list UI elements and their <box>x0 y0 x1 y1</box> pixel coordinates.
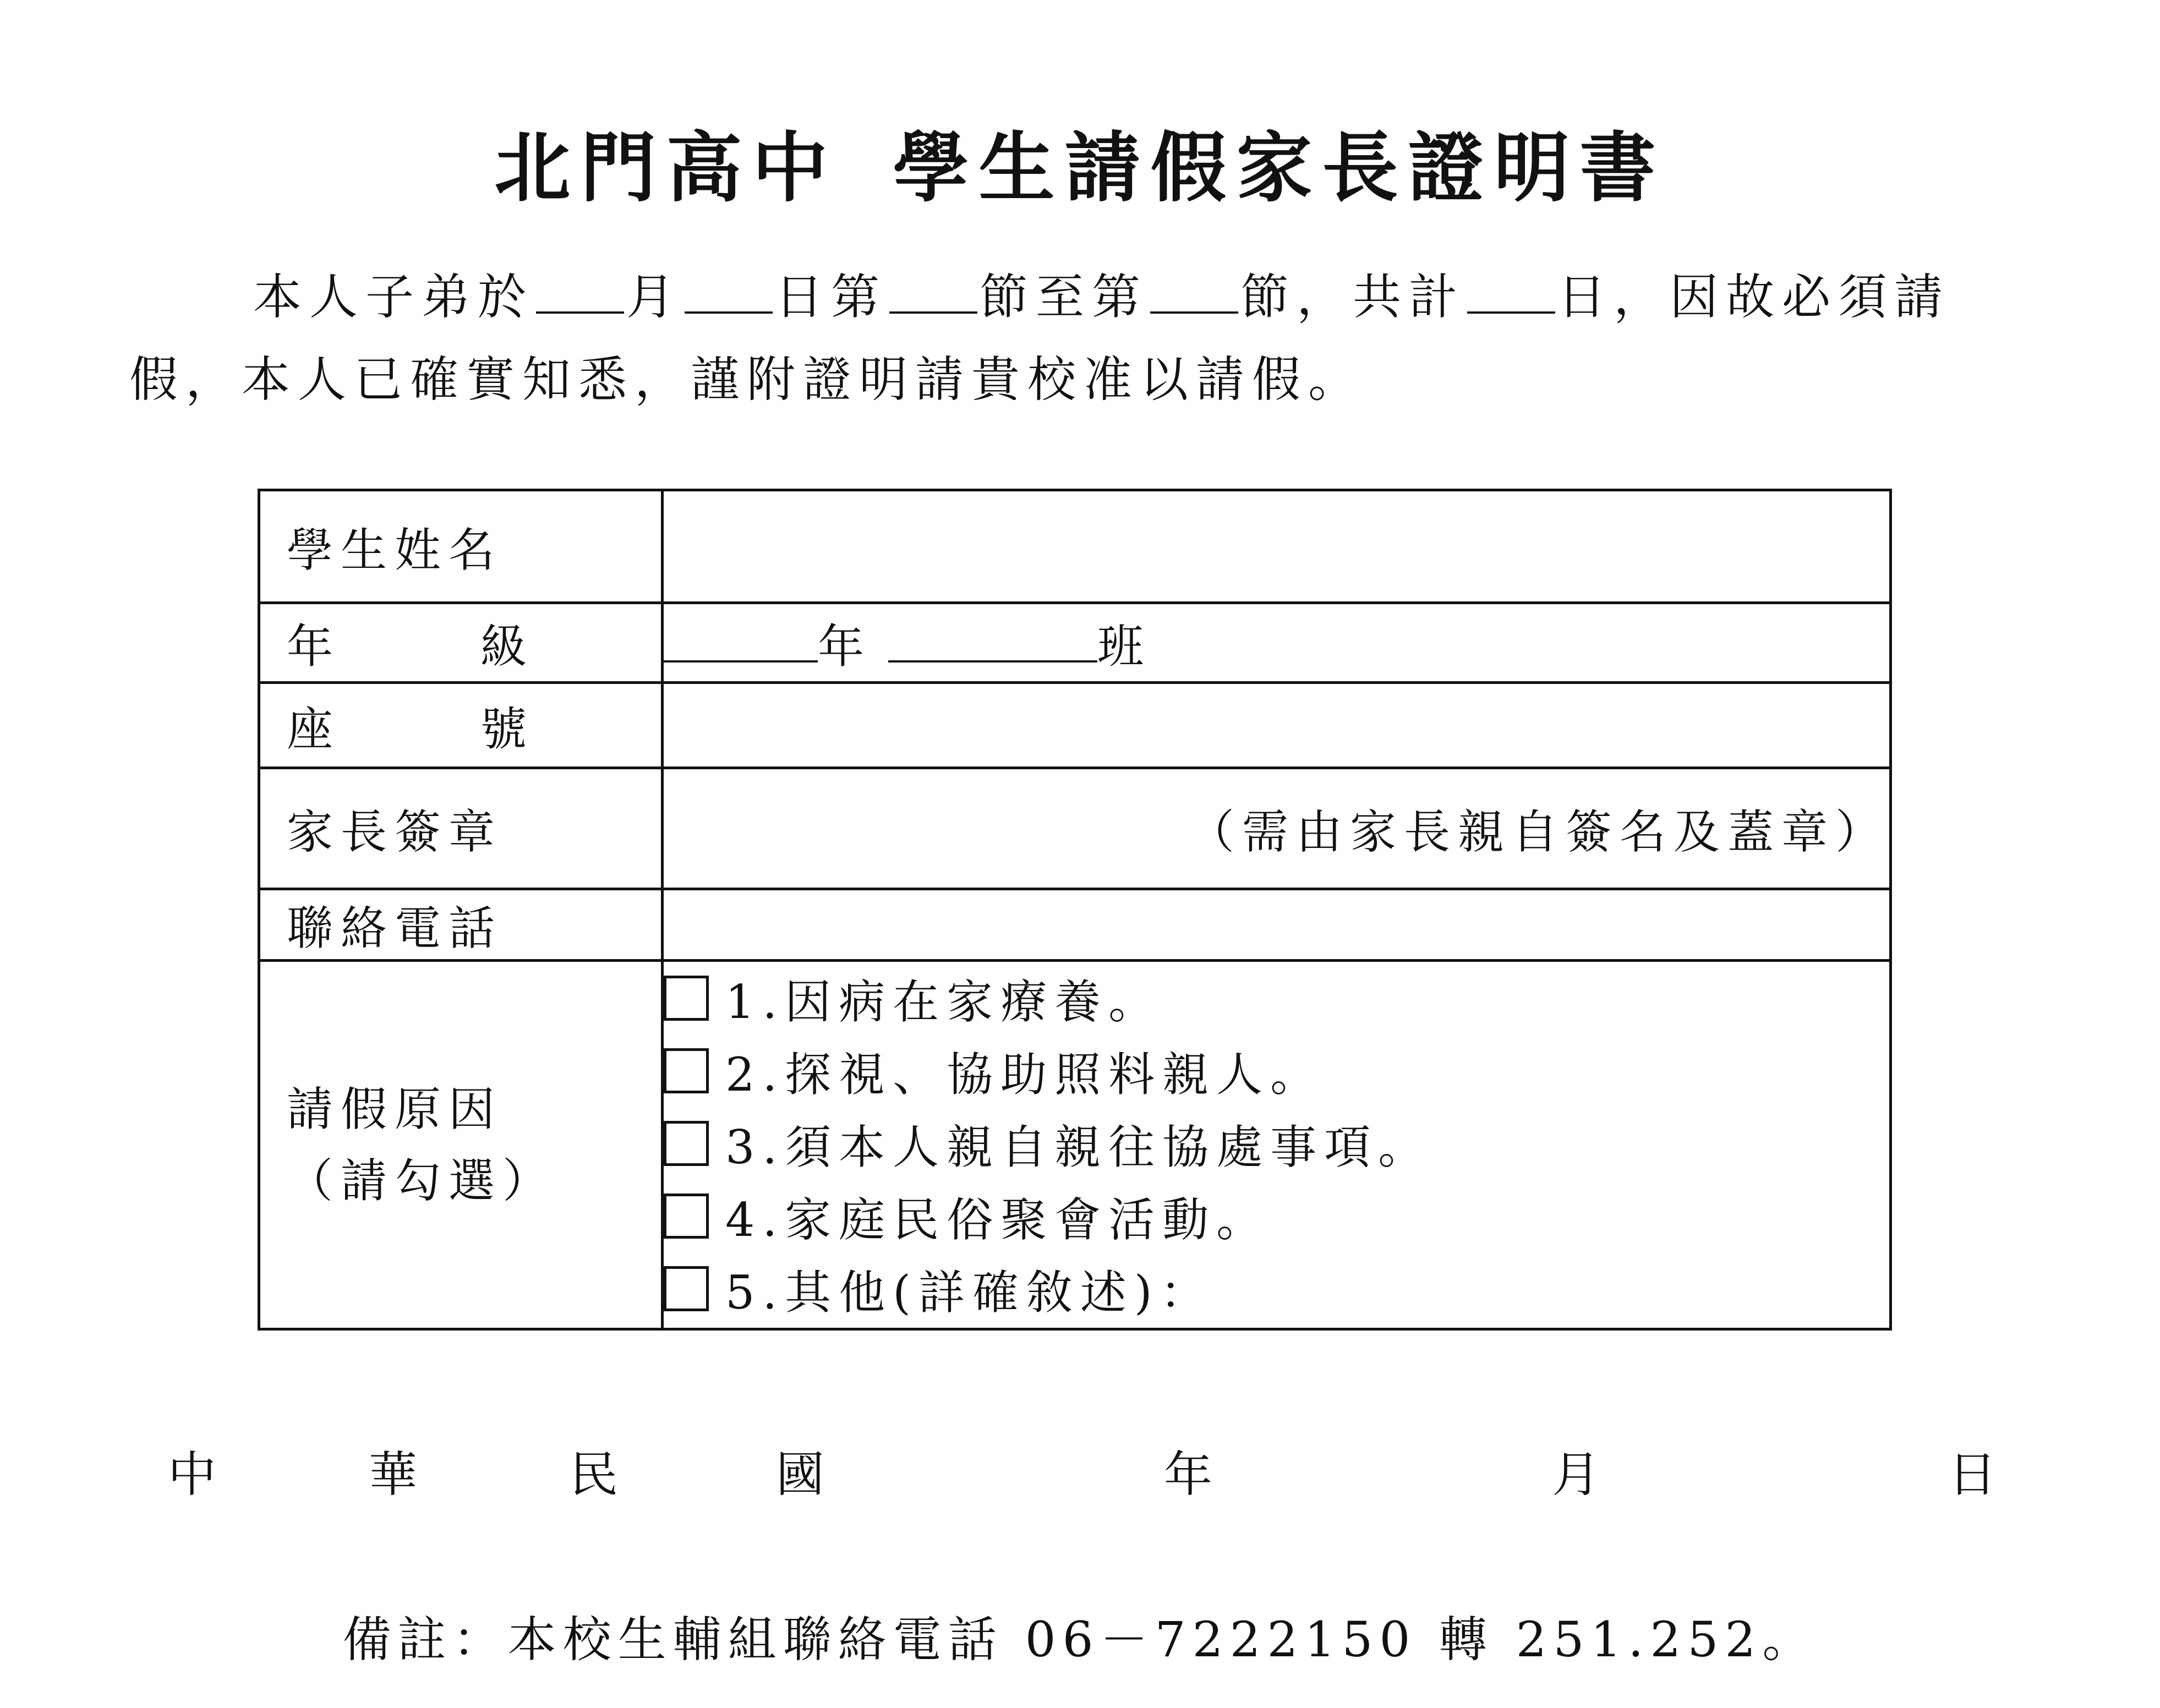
grade-year-unit: 年 <box>818 619 872 674</box>
period-from-blank[interactable] <box>889 278 977 314</box>
seat-number-field[interactable] <box>663 683 1891 768</box>
date-char: 中 <box>168 1446 217 1503</box>
statement-line-1 <box>129 256 2028 338</box>
date-char: 華 <box>369 1446 418 1503</box>
statement-text: 日，因故必須請 <box>1557 269 1951 325</box>
date-line <box>0 1436 2160 1502</box>
student-name-field[interactable] <box>663 490 1891 603</box>
table-row <box>259 683 1891 768</box>
phone-field[interactable] <box>663 889 1891 961</box>
parent-sign-field[interactable] <box>663 768 1891 889</box>
statement-text: 節至第 <box>980 269 1149 325</box>
reason-option-4[interactable] <box>664 1180 1889 1252</box>
checkbox-icon[interactable] <box>664 1266 709 1311</box>
statement-text: 月 <box>626 269 683 325</box>
phone-label: 聯絡電話 <box>259 889 663 961</box>
total-days-blank[interactable] <box>1467 278 1555 314</box>
statement-text: 節，共計 <box>1240 269 1465 325</box>
day-blank[interactable] <box>685 278 773 314</box>
checkbox-icon[interactable] <box>664 1121 709 1166</box>
parent-statement <box>129 256 2028 421</box>
seat-label <box>259 683 663 768</box>
grade-label <box>259 603 663 683</box>
leave-form-table <box>258 489 1892 1331</box>
reason-label: 請假原因 <box>287 1082 503 1136</box>
date-char: 民 <box>570 1446 619 1503</box>
class-blank[interactable] <box>888 633 1097 663</box>
option-label: 2.探視、協助照料親人。 <box>725 1047 1325 1102</box>
reason-option-3[interactable] <box>664 1107 1889 1180</box>
date-char: 國 <box>776 1446 825 1503</box>
checkbox-icon[interactable] <box>664 1048 709 1093</box>
grade-field <box>663 603 1891 683</box>
grade-class-unit: 班 <box>1097 619 1152 674</box>
reason-hint: （請勾選） <box>287 1153 557 1208</box>
table-row <box>259 768 1891 889</box>
table-row <box>259 961 1891 1329</box>
reason-label-cell <box>259 961 663 1329</box>
reason-options <box>663 961 1891 1329</box>
date-month-label: 月 <box>1552 1446 1601 1503</box>
checkbox-icon[interactable] <box>664 976 709 1021</box>
reason-option-5[interactable] <box>664 1252 1889 1325</box>
date-year-label: 年 <box>1164 1446 1213 1503</box>
title-main: 學生請假家長證明書 <box>893 123 1666 212</box>
table-row <box>259 889 1891 961</box>
title-school: 北門高中 <box>494 123 838 212</box>
grade-label-char: 年 <box>287 619 341 674</box>
statement-text: 日第 <box>775 269 888 325</box>
option-label: 4.家庭民俗聚會活動。 <box>725 1192 1271 1247</box>
period-to-blank[interactable] <box>1150 278 1238 314</box>
option-label: 5.其他(詳確敘述)： <box>725 1265 1214 1320</box>
month-blank[interactable] <box>536 278 624 314</box>
parent-sign-note: （需由家長親自簽名及蓋章） <box>1188 805 1889 859</box>
option-label: 3.須本人親自親往協處事項。 <box>725 1120 1432 1174</box>
reason-option-1[interactable] <box>664 962 1889 1034</box>
student-name-label: 學生姓名 <box>259 490 663 603</box>
seat-label-char: 號 <box>480 702 534 756</box>
grade-label-char: 級 <box>480 619 534 674</box>
grade-year-blank[interactable] <box>664 633 818 663</box>
option-label: 1.因病在家療養。 <box>725 975 1163 1029</box>
document-title <box>0 107 2160 216</box>
reason-option-2[interactable] <box>664 1034 1889 1107</box>
table-row <box>259 603 1891 683</box>
footer-note: 備註：本校生輔組聯絡電話 06－7222150 轉 251.252。 <box>342 1611 1818 1668</box>
checkbox-icon[interactable] <box>664 1194 709 1239</box>
date-day-label: 日 <box>1948 1446 1997 1503</box>
seat-label-char: 座 <box>287 702 341 756</box>
statement-line-2: 假，本人已確實知悉，謹附證明請貴校准以請假。 <box>129 351 1365 408</box>
statement-text: 本人子弟於 <box>253 269 534 325</box>
parent-sign-label: 家長簽章 <box>259 768 663 889</box>
table-row <box>259 490 1891 603</box>
